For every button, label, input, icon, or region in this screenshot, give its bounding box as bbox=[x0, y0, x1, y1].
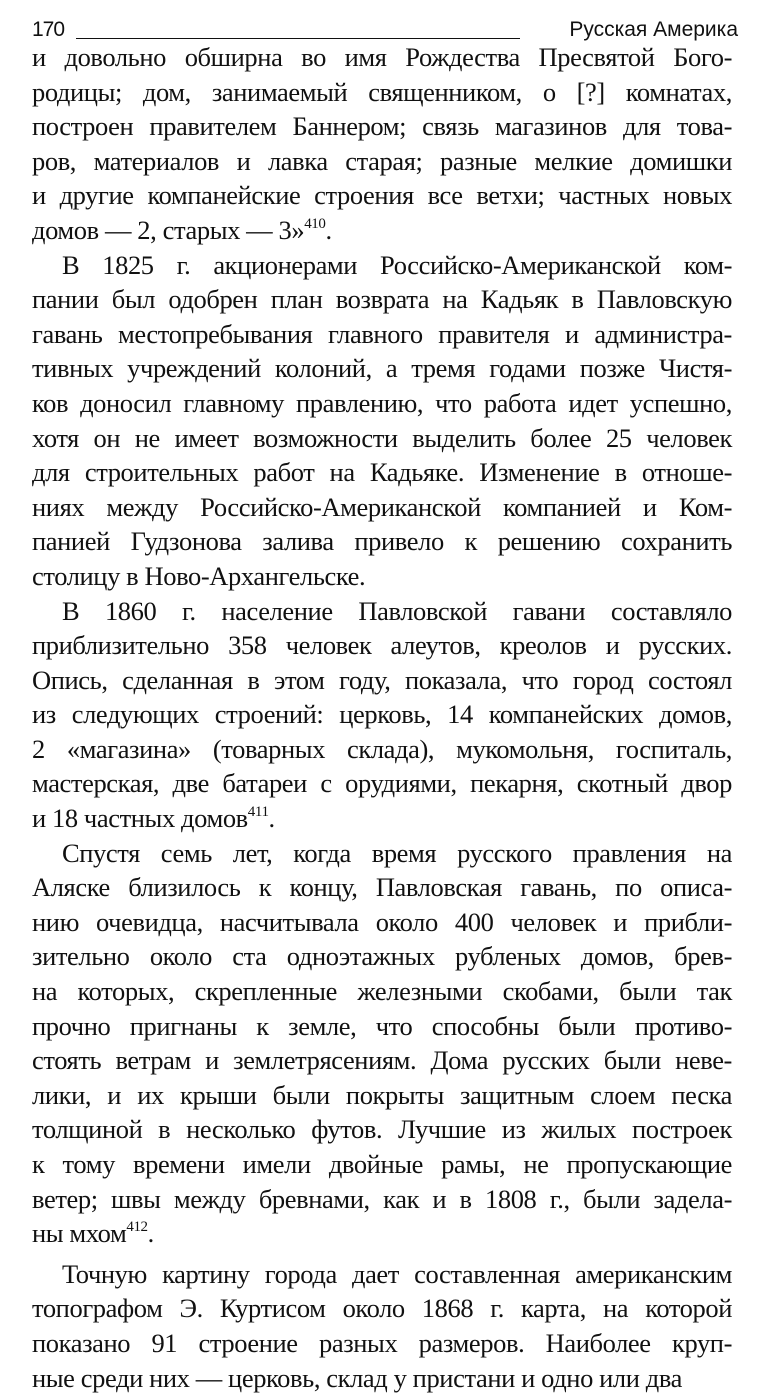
line-text: ков доносил главному правлению, что работа идет успешно, bbox=[32, 387, 732, 418]
line-text: Опись, сделанная в этом году, показала, что город состоял bbox=[32, 664, 732, 695]
text-line bbox=[32, 1291, 732, 1326]
text-line bbox=[32, 455, 732, 490]
text-line bbox=[32, 144, 732, 179]
line-text: из следующих строений: церковь, 14 компанейских домов, bbox=[32, 699, 732, 730]
line-text: и другие компанейские строения все ветхи; частных новых bbox=[32, 180, 732, 211]
text-line bbox=[32, 836, 732, 871]
line-text: родицы; дом, занимаемый священником, о [?] комнатах, bbox=[32, 76, 732, 107]
line-text: толщиной в несколько футов. Лучшие из жилых построек bbox=[32, 1114, 732, 1145]
line-text: В 1825 г. акционерами Российско-Американской ком- bbox=[62, 249, 732, 280]
text-line bbox=[32, 1043, 732, 1078]
text-line bbox=[32, 1216, 732, 1251]
line-text: лики, и их крыши были покрыты защитным слоем песка bbox=[32, 1079, 732, 1110]
line-text: хотя он не имеет возможности выделить более 25 человек bbox=[32, 422, 732, 453]
text-line bbox=[32, 559, 732, 594]
line-text: и 18 частных домов bbox=[32, 803, 248, 834]
text-line bbox=[32, 801, 732, 836]
text-line bbox=[32, 109, 732, 144]
line-text: ниях между Российско-Американской компанией и Ком- bbox=[32, 491, 732, 522]
paragraph bbox=[32, 836, 732, 1251]
text-line bbox=[32, 1257, 732, 1292]
text-line bbox=[32, 1361, 732, 1395]
line-text: В 1860 г. население Павловской гавани составляло bbox=[62, 595, 732, 626]
line-text: прочно пригнаны к земле, что способны были противо- bbox=[32, 1010, 732, 1041]
line-text: ветер; швы между бревнами, как и в 1808 г., были задела- bbox=[32, 1183, 732, 1214]
line-text: домов — 2, старых — 3» bbox=[32, 214, 305, 245]
text-line bbox=[32, 697, 732, 732]
text-line bbox=[32, 421, 732, 456]
text-line bbox=[32, 1112, 732, 1147]
text-line bbox=[32, 1009, 732, 1044]
text-line bbox=[32, 490, 732, 525]
paragraph bbox=[32, 248, 732, 594]
text-line bbox=[32, 386, 732, 421]
line-text: ные среди них — церковь, склад у пристани и одно или два bbox=[32, 1362, 682, 1393]
page-number: 170 bbox=[32, 18, 65, 41]
text-line bbox=[32, 282, 732, 317]
text-line bbox=[32, 905, 732, 940]
line-text: ны мхом bbox=[32, 1218, 127, 1249]
text-line bbox=[32, 524, 732, 559]
line-text: мастерская, две батареи с орудиями, пекарня, скотный двор bbox=[32, 768, 732, 799]
line-text: Спустя семь лет, когда время русского правления на bbox=[62, 837, 732, 868]
line-text: 2 «магазина» (товарных склада), мукомольня, госпиталь, bbox=[32, 733, 732, 764]
text-line bbox=[32, 1147, 732, 1182]
line-text: для строительных работ на Кадьяке. Изменение в отноше- bbox=[32, 457, 732, 488]
text-line bbox=[32, 248, 732, 283]
line-text: пании был одобрен план возврата на Кадьяк в Павловскую bbox=[32, 284, 732, 315]
line-text: Аляске близилось к концу, Павловская гавань, по описа- bbox=[32, 872, 732, 903]
line-text: панией Гудзонова залива привело к решению сохранить bbox=[32, 526, 732, 557]
text-line bbox=[32, 766, 732, 801]
text-line bbox=[32, 1078, 732, 1113]
text-line bbox=[32, 213, 732, 248]
footnote-ref: 412 bbox=[126, 1219, 148, 1236]
text-line bbox=[32, 663, 732, 698]
text-line bbox=[32, 40, 732, 75]
header-rule bbox=[76, 38, 520, 39]
line-text: тивных учреждений колоний, а тремя годами позже Чистя- bbox=[32, 353, 732, 384]
footnote-ref: 410 bbox=[304, 215, 326, 232]
body-text bbox=[32, 40, 732, 1395]
text-line bbox=[32, 870, 732, 905]
paragraph bbox=[32, 1257, 732, 1395]
line-text: топографом Э. Куртисом около 1868 г. карта, на которой bbox=[32, 1293, 732, 1324]
line-text: Точную картину города дает составленная американским bbox=[62, 1258, 732, 1289]
text-line bbox=[32, 939, 732, 974]
line-text: на которых, скрепленные железными скобами, были так bbox=[32, 976, 732, 1007]
text-line bbox=[32, 732, 732, 767]
line-tail: . bbox=[268, 803, 275, 834]
paragraph bbox=[32, 594, 732, 836]
text-line bbox=[32, 594, 732, 629]
line-text: приблизительно 358 человек алеутов, креолов и русских. bbox=[32, 630, 732, 661]
text-line bbox=[32, 1182, 732, 1217]
line-tail: . bbox=[147, 1218, 154, 1249]
line-tail: . bbox=[325, 214, 332, 245]
line-text: зительно около ста одноэтажных рубленых домов, брев- bbox=[32, 941, 732, 972]
running-title: Русская Америка bbox=[569, 18, 738, 41]
text-line bbox=[32, 178, 732, 213]
text-line bbox=[32, 974, 732, 1009]
line-text: гавань местопребывания главного правителя и администра- bbox=[32, 318, 732, 349]
text-line bbox=[32, 1326, 732, 1361]
line-text: нию очевидца, насчитывала около 400 человек и прибли- bbox=[32, 906, 732, 937]
line-text: ров, материалов и лавка старая; разные мелкие домишки bbox=[32, 145, 732, 176]
text-line bbox=[32, 317, 732, 352]
line-text: и довольно обширна во имя Рождества Пресвятой Бого- bbox=[32, 42, 732, 72]
text-line bbox=[32, 75, 732, 110]
paragraph bbox=[32, 40, 732, 248]
line-text: построен правителем Баннером; связь магазинов для това- bbox=[32, 111, 732, 142]
line-text: показано 91 строение разных размеров. Наиболее круп- bbox=[32, 1327, 732, 1358]
line-text: стоять ветрам и землетрясениям. Дома русских были неве- bbox=[32, 1045, 732, 1076]
text-line bbox=[32, 628, 732, 663]
footnote-ref: 411 bbox=[247, 804, 269, 821]
line-text: столицу в Ново-Архангельске. bbox=[32, 560, 366, 591]
text-line bbox=[32, 351, 732, 386]
line-text: к тому времени имели двойные рамы, не пропускающие bbox=[32, 1149, 732, 1179]
